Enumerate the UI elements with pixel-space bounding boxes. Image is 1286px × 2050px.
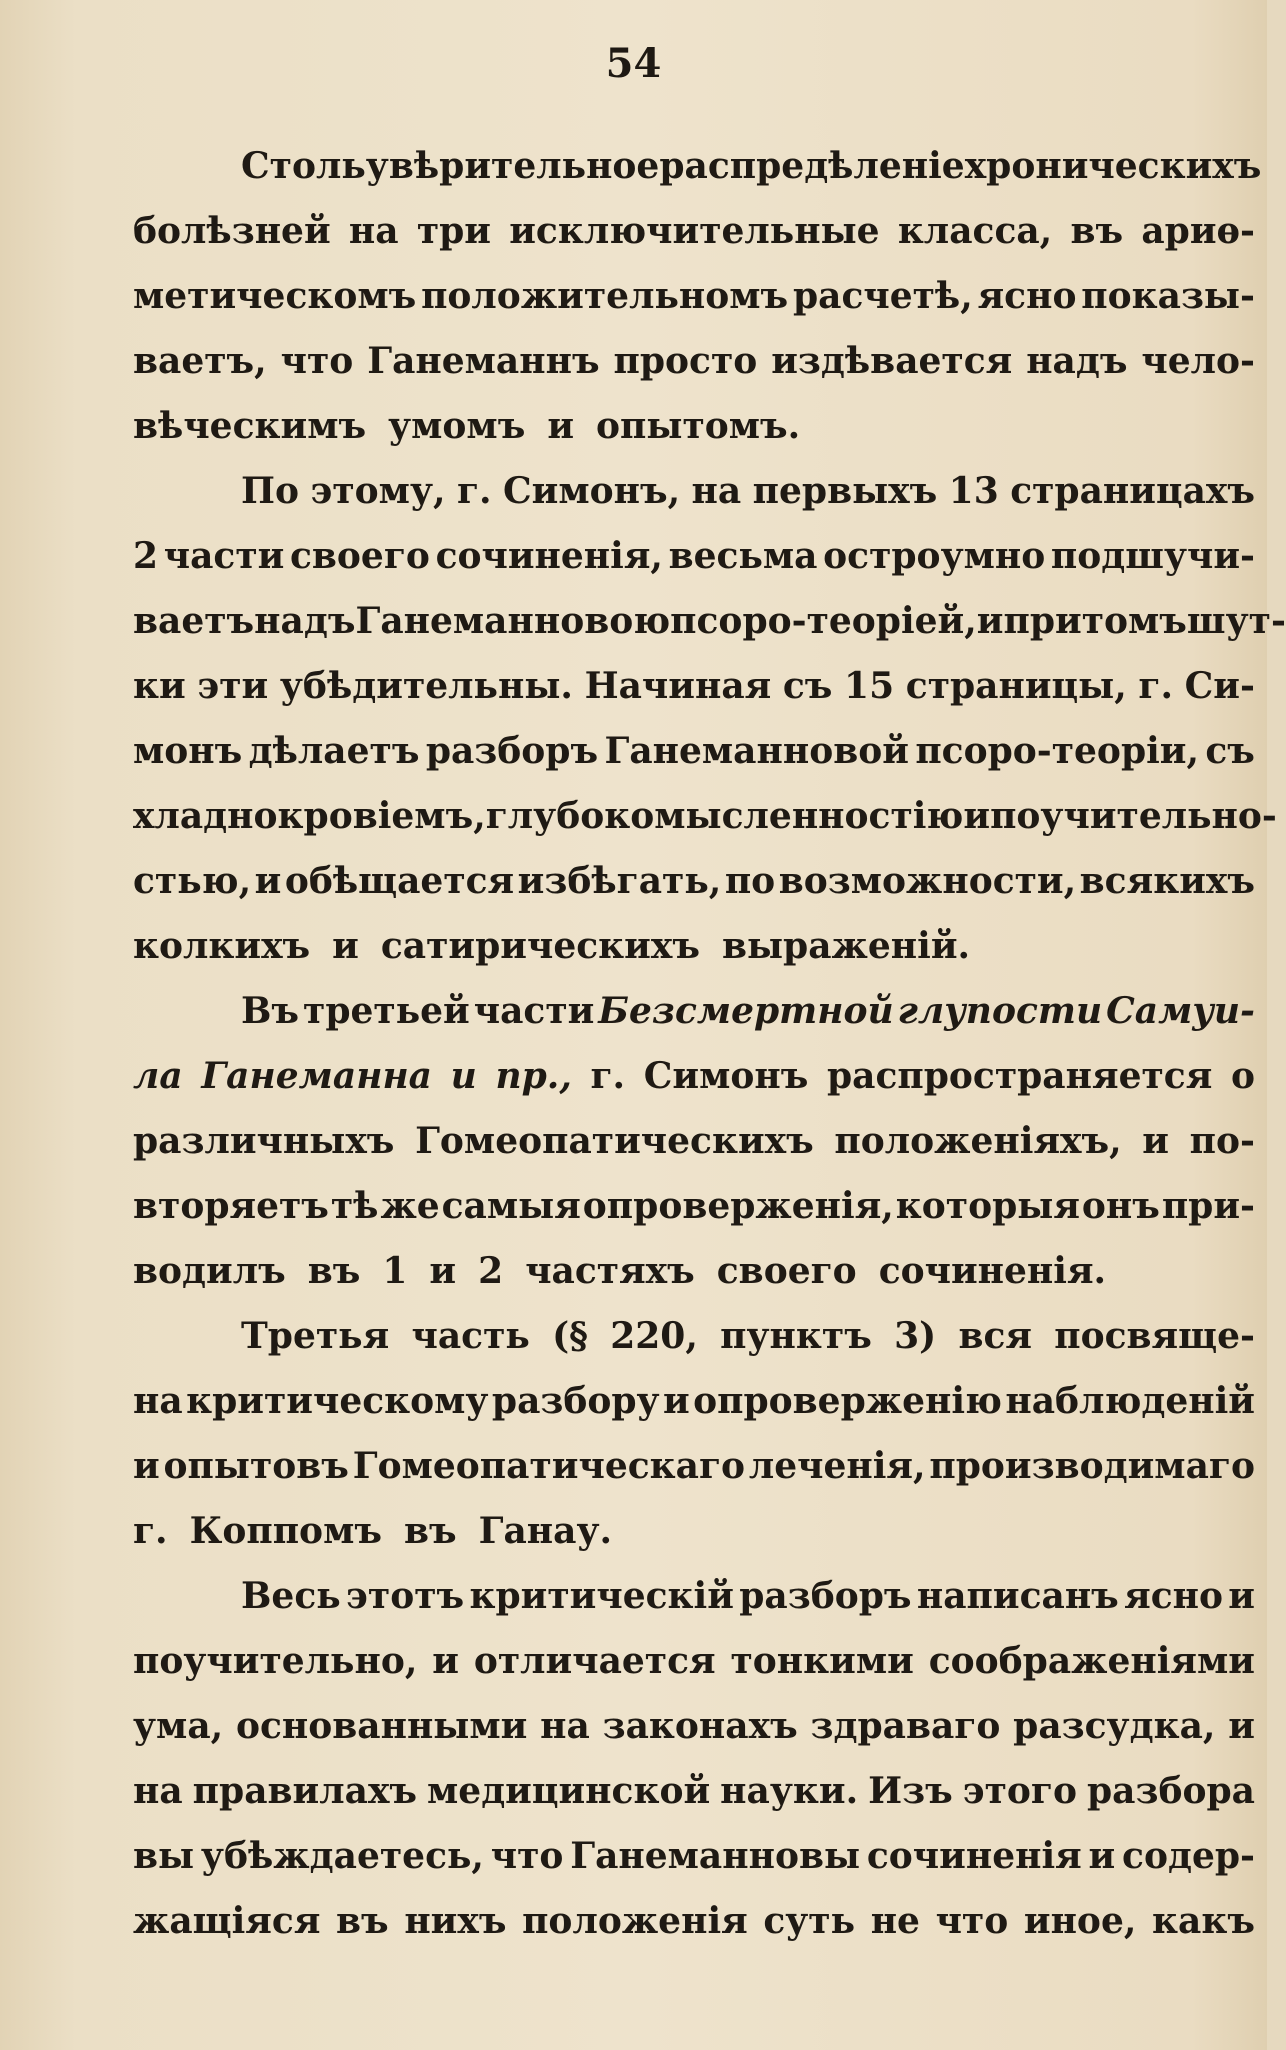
- word: правилахъ: [192, 1770, 418, 1812]
- word: положеніяхъ,: [834, 1120, 1122, 1162]
- text-line: [133, 1174, 1255, 1239]
- text-line: [133, 134, 1262, 199]
- word: Гомеопатическихъ: [415, 1120, 814, 1162]
- word: Столь: [241, 145, 366, 187]
- word: своего: [289, 535, 430, 577]
- word: Въ: [241, 990, 300, 1032]
- word: что: [935, 1900, 1009, 1942]
- word: 220,: [610, 1315, 698, 1357]
- word: весьма: [668, 535, 818, 577]
- word: 3): [894, 1315, 937, 1357]
- italic-word: пр.,: [495, 1055, 572, 1097]
- word: основанными: [235, 1705, 528, 1747]
- word: Ганеманновою: [355, 600, 671, 642]
- word: науки.: [720, 1770, 859, 1812]
- word: и: [254, 860, 282, 902]
- italic-word: ла: [133, 1055, 183, 1097]
- word: которыя: [895, 1185, 1080, 1227]
- word: исключительные: [509, 210, 880, 252]
- word: ариѳ-: [1141, 210, 1255, 252]
- word: страницы,: [905, 665, 1127, 707]
- word: увѣрительное: [365, 145, 660, 187]
- word: 15: [844, 665, 895, 707]
- word: ясно: [1124, 1575, 1223, 1617]
- word: г.: [590, 1055, 626, 1097]
- word: нихъ: [404, 1900, 507, 1942]
- word: леченія,: [748, 1445, 926, 1487]
- word: и: [133, 1445, 160, 1487]
- text-line: [133, 849, 1255, 914]
- word: самыя: [441, 1185, 581, 1227]
- word: 1: [382, 1250, 408, 1292]
- word: [898, 979, 1103, 1044]
- text-line: [133, 524, 1255, 589]
- italic-word: Безсмертной: [598, 990, 894, 1032]
- word: колкихъ: [133, 925, 311, 967]
- word: псоро-теоріи,: [915, 730, 1200, 772]
- word: и: [963, 795, 991, 837]
- word: Си-: [1184, 665, 1255, 707]
- word: дѣлаетъ: [248, 730, 420, 772]
- word: критическому: [186, 1380, 489, 1422]
- word: класса,: [897, 210, 1053, 252]
- word: и: [432, 1640, 459, 1682]
- word: вся: [958, 1315, 1032, 1357]
- word: г.: [1138, 665, 1173, 707]
- word: избѣгать,: [517, 860, 722, 902]
- word: псоро-теоріей,: [670, 600, 977, 642]
- word: просто: [613, 340, 758, 382]
- word: сатирическихъ: [380, 925, 700, 967]
- word: 13: [948, 470, 999, 512]
- word: и: [1142, 1120, 1169, 1162]
- word: опытовъ: [163, 1445, 349, 1487]
- word: ваетъ,: [133, 340, 267, 382]
- word: положительномъ: [421, 275, 789, 317]
- word: и: [663, 1380, 690, 1422]
- word: же: [380, 1185, 440, 1227]
- word: надъ: [1026, 340, 1128, 382]
- word: убѣждаетесь,: [200, 1835, 484, 1877]
- word: Ганеманновой: [604, 730, 909, 772]
- word: жащіяся: [133, 1900, 321, 1942]
- word: и: [1228, 1575, 1255, 1617]
- word: съ: [782, 665, 833, 707]
- word: опытомъ.: [596, 405, 801, 447]
- word: иное,: [1023, 1900, 1137, 1942]
- word: эти: [197, 665, 269, 707]
- text-line: [133, 719, 1255, 784]
- word: о: [1230, 1055, 1255, 1097]
- word: Ганеманновы: [570, 1835, 861, 1877]
- word: онъ: [1081, 1185, 1160, 1227]
- text-line: [133, 1759, 1255, 1824]
- word: Ганеманнъ: [367, 340, 600, 382]
- word: съ: [1205, 730, 1255, 772]
- word: части: [473, 990, 595, 1032]
- word: надъ: [254, 600, 356, 642]
- word: въ: [307, 1250, 361, 1292]
- word: подшучи-: [1050, 535, 1255, 577]
- word: (§: [552, 1315, 588, 1357]
- word: обѣщается: [284, 860, 515, 902]
- word: Ганау.: [478, 1510, 613, 1552]
- word: положенія: [522, 1900, 748, 1942]
- word: наблюденій: [1005, 1380, 1255, 1422]
- word: вы: [133, 1835, 195, 1877]
- word: Симонъ,: [502, 470, 681, 512]
- word: опроверженію: [693, 1380, 1002, 1422]
- word: выраженій.: [721, 925, 971, 967]
- word: и: [976, 600, 1004, 642]
- text-line: [133, 1629, 1255, 1694]
- word: отличается: [473, 1640, 716, 1682]
- italic-word: Ганеманна: [201, 1055, 433, 1097]
- word: монъ: [133, 730, 243, 772]
- word: разборъ: [739, 1575, 912, 1617]
- word: и: [429, 1250, 457, 1292]
- word: [1106, 979, 1255, 1044]
- word: написанъ: [916, 1575, 1119, 1617]
- body-text: [133, 134, 1286, 1954]
- word: шут-: [1186, 600, 1286, 642]
- word: частяхъ: [525, 1250, 695, 1292]
- text-line: [133, 1239, 1255, 1304]
- word: своего: [716, 1250, 857, 1292]
- text-line: [133, 459, 1255, 524]
- word: на: [133, 1380, 183, 1422]
- word: первыхъ: [752, 470, 938, 512]
- word: опроверженія,: [582, 1185, 894, 1227]
- word: показы-: [1081, 275, 1255, 317]
- word: сочиненія: [866, 1835, 1082, 1877]
- word: какъ: [1152, 1900, 1255, 1942]
- word: 2: [133, 535, 159, 577]
- word: [201, 1044, 432, 1109]
- text-line: [133, 1564, 1255, 1629]
- word: Изъ: [868, 1770, 953, 1812]
- word: содер-: [1122, 1835, 1255, 1877]
- word: вторяетъ: [133, 1185, 329, 1227]
- word: [598, 979, 893, 1044]
- word: тѣ: [330, 1185, 379, 1227]
- word: поучительно,: [133, 1640, 418, 1682]
- text-line: [133, 1889, 1255, 1954]
- word: соображеніями: [928, 1640, 1255, 1682]
- word: хроническихъ: [964, 145, 1262, 187]
- word: г.: [133, 1510, 168, 1552]
- text-line: [133, 394, 1255, 459]
- word: въ: [403, 1510, 457, 1552]
- word: разборъ: [425, 730, 599, 772]
- text-line: [133, 589, 1286, 654]
- word: притомъ: [1003, 600, 1187, 642]
- word: расчетѣ,: [792, 275, 973, 317]
- text-line: [133, 979, 1255, 1044]
- word: распространяется: [826, 1055, 1213, 1097]
- italic-word: Самуи-: [1106, 990, 1255, 1032]
- word: и: [1088, 1835, 1116, 1877]
- italic-word: глупости: [897, 990, 1103, 1032]
- word: всякихъ: [1079, 860, 1255, 902]
- word: Третья: [241, 1315, 390, 1357]
- word: Весь: [241, 1575, 341, 1617]
- word: Начиная: [584, 665, 772, 707]
- word: въ: [1070, 210, 1124, 252]
- word: этого: [962, 1770, 1077, 1812]
- word: распредѣленіе: [659, 145, 965, 187]
- word: и: [1228, 1705, 1255, 1747]
- word: на: [133, 1770, 183, 1812]
- text-line: [133, 1109, 1255, 1174]
- text-line: [133, 1824, 1255, 1889]
- italic-word: и: [450, 1055, 477, 1097]
- word: [451, 1044, 477, 1109]
- word: законахъ: [602, 1705, 798, 1747]
- word: вѣческимъ: [133, 405, 367, 447]
- word: страницахъ: [1010, 470, 1255, 512]
- word: издѣвается: [771, 340, 1013, 382]
- word: поучительно-: [990, 795, 1277, 837]
- word: на: [348, 210, 399, 252]
- word: убѣдительны.: [279, 665, 573, 707]
- word: этому,: [310, 470, 446, 512]
- word: на: [540, 1705, 590, 1747]
- word: производимаго: [929, 1445, 1255, 1487]
- word: при-: [1161, 1185, 1255, 1227]
- word: тонкими: [730, 1640, 914, 1682]
- text-line: [133, 199, 1255, 264]
- word: и: [547, 405, 575, 447]
- word: пунктъ: [720, 1315, 872, 1357]
- word: разбору: [491, 1380, 660, 1422]
- word: сочиненія,: [435, 535, 663, 577]
- word: чело-: [1141, 340, 1255, 382]
- word: различныхъ: [133, 1120, 395, 1162]
- word: критическій: [469, 1575, 734, 1617]
- word: на: [691, 470, 742, 512]
- word: возможности,: [778, 860, 1077, 902]
- word: г.: [456, 470, 492, 512]
- text-line: [133, 264, 1255, 329]
- text-line: [133, 914, 1255, 979]
- word: ума,: [133, 1705, 224, 1747]
- word: [495, 1044, 571, 1109]
- word: и: [332, 925, 359, 967]
- word: метическомъ: [133, 275, 417, 317]
- word: остроумно: [823, 535, 1046, 577]
- word: по-: [1189, 1120, 1255, 1162]
- word: здраваго: [810, 1705, 1001, 1747]
- text-line: [133, 1044, 1255, 1109]
- word: по: [724, 860, 776, 902]
- text-line: [133, 1499, 1255, 1564]
- text-line: [133, 654, 1255, 719]
- text-line: [133, 1304, 1255, 1369]
- word: части: [163, 535, 285, 577]
- text-line: [133, 1369, 1255, 1434]
- word: болѣзней: [133, 210, 331, 252]
- text-line: [133, 329, 1255, 394]
- word: По: [241, 470, 300, 512]
- word: глубокомысленностію: [485, 795, 964, 837]
- word: въ: [336, 1900, 389, 1942]
- word: стью,: [133, 860, 252, 902]
- text-line: [133, 1694, 1255, 1759]
- word: суть: [763, 1900, 856, 1942]
- word: водилъ: [133, 1250, 286, 1292]
- word: 2: [478, 1250, 504, 1292]
- word: разбора: [1086, 1770, 1255, 1812]
- word: ясно: [977, 275, 1077, 317]
- word: Гомеопатическаго: [352, 1445, 746, 1487]
- word: этотъ: [346, 1575, 465, 1617]
- text-line: [133, 1434, 1255, 1499]
- word: Симонъ: [643, 1055, 809, 1097]
- word: что: [490, 1835, 564, 1877]
- word: [133, 1044, 183, 1109]
- word: ваетъ: [133, 600, 255, 642]
- word: посвяще-: [1054, 1315, 1255, 1357]
- page-number: 54: [605, 40, 662, 87]
- word: не: [870, 1900, 920, 1942]
- word: умомъ: [388, 405, 526, 447]
- word: третьей: [303, 990, 470, 1032]
- word: медицинской: [427, 1770, 711, 1812]
- word: хладнокровіемъ,: [133, 795, 486, 837]
- word: сочиненія.: [878, 1250, 1107, 1292]
- text-line: [133, 784, 1277, 849]
- word: разсудка,: [1013, 1705, 1216, 1747]
- word: Коппомъ: [189, 1510, 382, 1552]
- word: что: [280, 340, 354, 382]
- word: ки: [133, 665, 186, 707]
- word: три: [416, 210, 491, 252]
- word: часть: [411, 1315, 530, 1357]
